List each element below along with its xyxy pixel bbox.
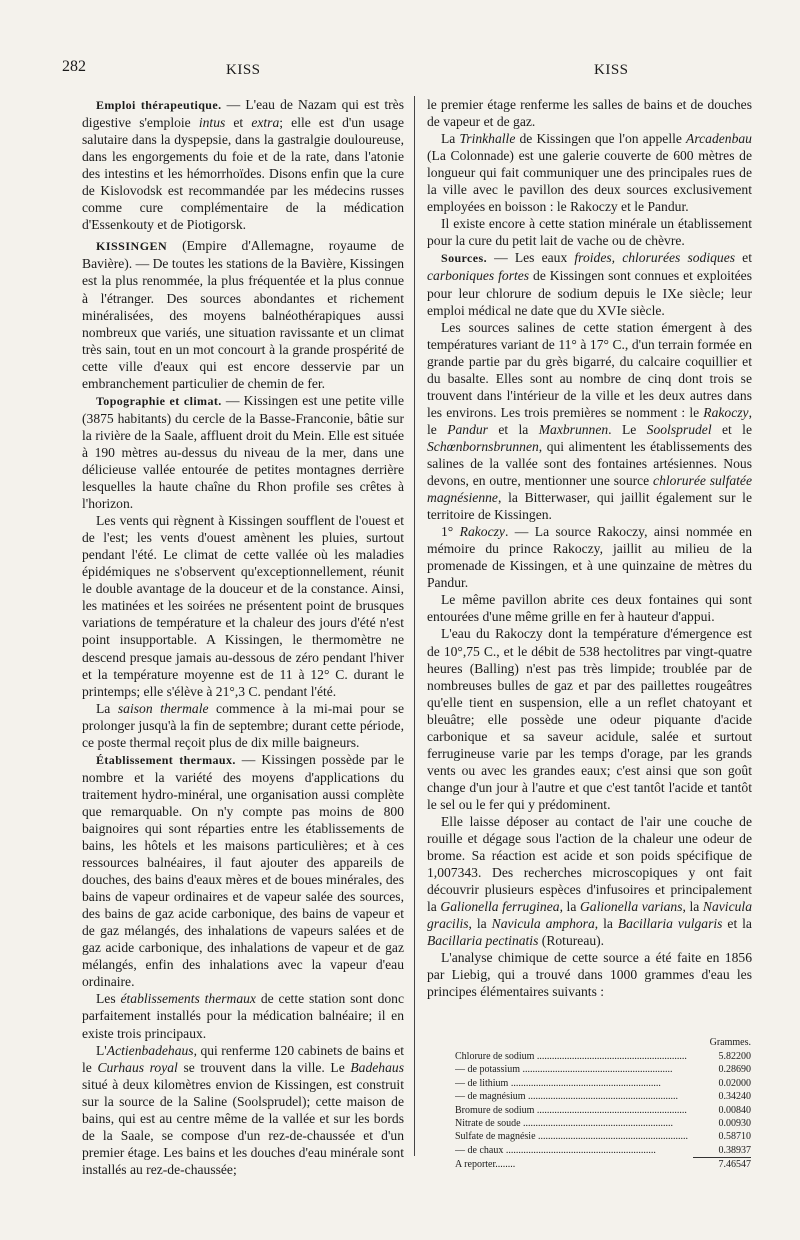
paragraph-saison	[82, 700, 404, 751]
compound-value: 0.00930	[718, 1117, 751, 1129]
text: , la	[468, 916, 492, 932]
compound-value: 0.00840	[718, 1104, 751, 1116]
table-row	[455, 1144, 751, 1158]
text: de Kissingen sont connues et exploitées pour leur chlorure de sodium depuis le IXe siècle; leur emploi médical ne date que du XVIe siècle.	[427, 268, 752, 318]
text: et	[225, 115, 252, 131]
italic-term: Maxbrunnen	[538, 421, 609, 437]
italic-term: Actienbadehaus	[106, 1042, 194, 1058]
compound-name: Bromure de sodium ............................................................	[455, 1104, 687, 1116]
text: 1°	[441, 524, 460, 540]
paragraph-depot	[427, 813, 752, 949]
report-value: 7.46547	[693, 1158, 751, 1172]
table-row	[455, 1063, 751, 1076]
text: , la Bitterwaser, qui jaillit également sur le territoire de Kissingen.	[427, 490, 752, 523]
paragraph-kissingen	[82, 237, 404, 391]
italic-term: extra	[251, 115, 280, 131]
text: de Kissingen que l'on appelle	[515, 131, 687, 147]
report-label: A reporter........	[455, 1158, 516, 1170]
italic-term: Rakoczy	[703, 404, 749, 420]
table-row	[455, 1104, 751, 1117]
italic-term: chlorurée sulfatée magnésienne	[427, 473, 753, 506]
paragraph-petit-lait: Il existe encore à cette station minérale un établissement pour la cure du petit lait de vache ou de chèvre.	[427, 216, 752, 249]
text: La	[441, 131, 460, 147]
compound-value: 5.82200	[718, 1050, 751, 1062]
italic-term: saison thermale	[117, 700, 209, 716]
paragraph-etablissements	[82, 751, 404, 991]
text: Elle laisse déposer au contact de l'air une couche de rouille et dégage sous l'action de la chaleur une odeur de brome. Sa réaction est acide et son poids spécifique de 1,007343. Des recherches microscopiques y ont fait découvrir plusieurs espèces d'infusoires et principalement la	[427, 813, 752, 915]
paragraph-trinkhalle	[427, 130, 752, 215]
page-number: 282	[62, 58, 86, 75]
paragraph-rakoczy	[427, 523, 752, 591]
left-column	[82, 96, 404, 1178]
text: (Rotureau).	[538, 933, 605, 949]
compound-name: Chlorure de sodium ............................................................	[455, 1050, 687, 1062]
text: La	[96, 700, 118, 716]
paragraph-les-etablissements	[82, 990, 404, 1041]
text: commence à la mi-mai pour se prolonger jusqu'à la fin de septembre; durant cette période, ce poste thermal reçoit plus de dix mille baigneurs.	[82, 700, 404, 750]
section-label-emploi: Emploi thérapeutique.	[96, 98, 222, 112]
table-row	[455, 1050, 751, 1063]
paragraph-continuation: le premier étage renferme les salles de bains et de douches de vapeur et de gaz.	[427, 97, 752, 130]
compound-name: — de chaux ............................................................	[455, 1144, 656, 1156]
text: — Les eaux	[486, 250, 575, 266]
paragraph-sources-salines	[427, 319, 752, 524]
text: L'	[96, 1042, 107, 1058]
text: — Kissingen est une petite ville (3875 habitants) du cercle de la Basse-Franconie, bâtie sur la rivière de la Saale, affluent droit du Mein. Elle est située à 190 mètres au-dessus du niveau de la mer, dans une délicieuse vallée entourée de petites montagnes derrière lesquelles la haute chaîne du Rhon profile ses crêtes à l'horizon.	[82, 392, 404, 512]
text: , le	[427, 404, 752, 437]
paragraph-eau-rakoczy: L'eau du Rakoczy dont la température d'émergence est de 10°,75 C., et le débit de 538 hectolitres par vingt-quatre heures (Balling) n'est pas très limpide; troublée par de nombreuses bulles de gaz et par des paillettes rougeâtres qu'elle tient en suspension, elle a un reflet chatoyant et bleuâtre; elle possède une odeur piquante d'acide carbonique et sa saveur acidule, salée et surtout ferrugineuse varie par les temps d'orage, par les grands vents ou avec les grandes eaux; c'est ainsi que son goût change d'un jour à l'autre et que c'est tantôt l'acide et tantôt le sel ou le fer qui y prédominent.	[427, 626, 752, 812]
text: et	[735, 250, 752, 266]
table-row	[455, 1090, 751, 1103]
compound-name: — de potassium ............................................................	[455, 1064, 673, 1076]
paragraph-emploi	[82, 96, 404, 233]
compound-name: — de magnésium ............................................................	[455, 1091, 679, 1103]
compound-value: 0.38937	[718, 1144, 751, 1156]
italic-term: Badehaus	[350, 1059, 404, 1075]
italic-term: Soolsprudel	[646, 421, 712, 437]
section-label-sources: Sources.	[441, 251, 487, 266]
text: — L'eau de Nazam qui est très digestive s'emploie	[82, 97, 405, 131]
text: (La Colonnade) est une galerie couverte de 600 mètres de longueur qui fait communiquer une des principales rues de la ville avec le pavillon des deux sources exclusivement employées en boisson : le Rakoczy et le Pandur.	[427, 148, 752, 215]
paragraph-actienbadehaus	[82, 1042, 404, 1178]
italic-term: Pandur	[447, 421, 488, 437]
paragraph-topographie	[82, 392, 404, 512]
text: ; elle est d'un usage salutaire dans la dyspepsie, dans la gastralgie douloureuse, dans les engorgements du foie et de la rate, dans l'atonie des intestins et les hémorrhoïdes. Disons enfin que la cure de Kislovodsk est recommandée par les médecins russes comme cure complémentaire de la médication d'Essenkouty et de Piotigorsk.	[82, 115, 405, 233]
table-row	[455, 1130, 751, 1143]
italic-term: Galionella varians	[579, 899, 683, 915]
compound-value: 0.34240	[718, 1091, 751, 1103]
compound-value: 0.02000	[718, 1077, 751, 1089]
italic-term: Bacillaria vulgaris	[617, 916, 723, 932]
section-label-topographie: Topographie et climat.	[96, 393, 222, 408]
compound-name: — de lithium ............................................................	[455, 1077, 661, 1089]
text: . — La source Rakoczy, ainsi nommée en mémoire du prince Rakoczy, jaillit au milieu de la promenade de Kissingen, et à une quinzaine de mètres du Pandur.	[427, 524, 753, 591]
running-head-left: KISS	[226, 62, 261, 78]
text: de cette station sont donc parfaitement installés pour la médication balnéaire; il en existe trois principaux.	[82, 991, 405, 1041]
compound-value: 0.58710	[718, 1131, 751, 1143]
text: situé à deux kilomètres envion de Kissingen, est construit sur la source de la Saline (Soolsprudel); cette maison de bains, qui est au centre même de la vallée et sur les bords de la Saale, se compose d'un rez-de-chaussée et d'un premier étage. Les bains et les douches d'eau minérale sont installés au rez-de-chaussée;	[82, 1076, 404, 1177]
italic-term: Schœnbornsbrunnen	[427, 438, 539, 454]
text: Les	[96, 991, 121, 1007]
right-column	[427, 96, 752, 1172]
unit-header: Grammes.	[709, 1037, 751, 1049]
composition-table	[455, 1036, 751, 1171]
report-row	[455, 1158, 751, 1172]
compound-name: Nitrate de soude ............................................................	[455, 1117, 674, 1129]
paragraph-analyse: L'analyse chimique de cette source a été faite en 1856 par Liebig, qui a trouvé dans 1000 grammes d'eau les principes élémentaires suivants :	[427, 950, 752, 1000]
table-row	[455, 1117, 751, 1130]
italic-term: Arcadenbau	[686, 131, 752, 147]
running-head-right: KISS	[594, 62, 629, 78]
table-corner	[455, 1036, 693, 1049]
italic-term: Bacillaria pectinatis	[427, 933, 539, 949]
text: et la	[487, 421, 539, 437]
italic-term: intus	[198, 115, 226, 131]
paragraph-pavillon: Le même pavillon abrite ces deux fontaines qui sont entourées d'une même grille en fer à hauteur d'appui.	[427, 592, 752, 625]
column-rule	[414, 96, 415, 1156]
italic-term: Navicula gracilis	[427, 899, 752, 932]
italic-term: Trinkhalle	[459, 131, 516, 147]
text: et le	[711, 421, 752, 437]
text: — Kissingen possède par le nombre et la variété des moyens d'applications du traitement hydro-minéral, une organisation aussi complète que remarquable. On n'y compte pas moins de 800 baignoires qui sont réparties entre les établissements de bains, les hôtels et les maisons particulières; et à ces ressources balnéaires, il faut ajouter des appareils de douches, des bains d'eaux mères et de boues minérales, des bains de vapeur ordinaires et de vapeur salée des sources, des bains de gaz acide carbonique, des bains de vapeur et de gaz mélangés, des inhalations de vapeurs salées et de gaz acide carbonique, des inhalations de vapeur et de gaz mélangés, enfin des inhalations avec la vapeur d'eau ordinaire.	[82, 751, 404, 990]
italic-term: Rakoczy	[459, 524, 505, 540]
italic-term: Galionella ferruginea	[440, 899, 560, 915]
section-label-etablissements: Établissement thermaux.	[96, 752, 236, 767]
text: , qui renferme 120 cabinets de bains et le	[82, 1042, 404, 1075]
entry-headword: KISSINGEN	[96, 239, 168, 254]
table-row	[455, 1077, 751, 1090]
italic-term: établissements thermaux	[120, 991, 256, 1007]
paragraph-vents: Les vents qui règnent à Kissingen soufflent de l'ouest et de l'est; les vents d'ouest amènent les pluies, surtout pendant l'été. Le climat de cette vallée où les maladies épidémiques ne s'observent qu'exceptionnellement, réunit le double avantage de la douceur et de la constance. Ainsi, les matinées et les soirées ne présentent point de brusques variations de température et la chaleur des jours d'été n'est point insupportable. A Kissingen, le thermomètre ne descend presque jamais au-dessous de zéro pendant l'hiver et la température moyenne est de 11 à 12° C. durant le printemps; elle s'élève à 21°,3 C. pendant l'été.	[82, 513, 404, 699]
text: (Empire d'Allemagne, royaume de Bavière). — De toutes les stations de la Bavière, Kissingen est la plus renommée, la plus fréquentée et la plus connue à l'étranger. Des sources abondantes et richement minéralisées, des moyens balnéothérapiques aussi nombreux que variés, une situation ravissante et un climat très sain, tout en un mot concourt à la grande prospérité de cette ville d'eaux qui est encore desservie par un embranchement particulier de chemin de fer.	[82, 238, 405, 391]
text: Les sources salines de cette station émergent à des températures variant de 11° à 17° C., d'un terrain formée en grande partie par du grès bigarré, du calcaire coquillier et du basalte. Elles sont au nombre de cinq dont trois se trouvent dans l'intérieur de la ville et les deux autres dans les environs. Les trois premières se nomment : le	[427, 319, 752, 420]
text: et la	[722, 916, 752, 932]
text: , la	[559, 899, 580, 915]
italic-term: carboniques fortes	[427, 268, 530, 284]
italic-term: Curhaus royal	[97, 1059, 178, 1075]
italic-term: froides, chlorurées sodiques	[574, 250, 736, 266]
italic-term: Navicula amphora	[491, 916, 595, 932]
text: , qui alimentent les établissements des salines de la vallée sont des fontaines artésiennes. Nous devons, en outre, mentionner une source	[427, 438, 752, 489]
text: , la	[594, 916, 618, 932]
paragraph-sources	[427, 249, 752, 318]
text: . Le	[608, 421, 647, 437]
compound-value: 0.28690	[718, 1064, 751, 1076]
compound-name: Sulfate de magnésie ............................................................	[455, 1131, 689, 1143]
text: , la	[682, 899, 703, 915]
text: se trouvent dans la ville. Le	[177, 1059, 351, 1075]
